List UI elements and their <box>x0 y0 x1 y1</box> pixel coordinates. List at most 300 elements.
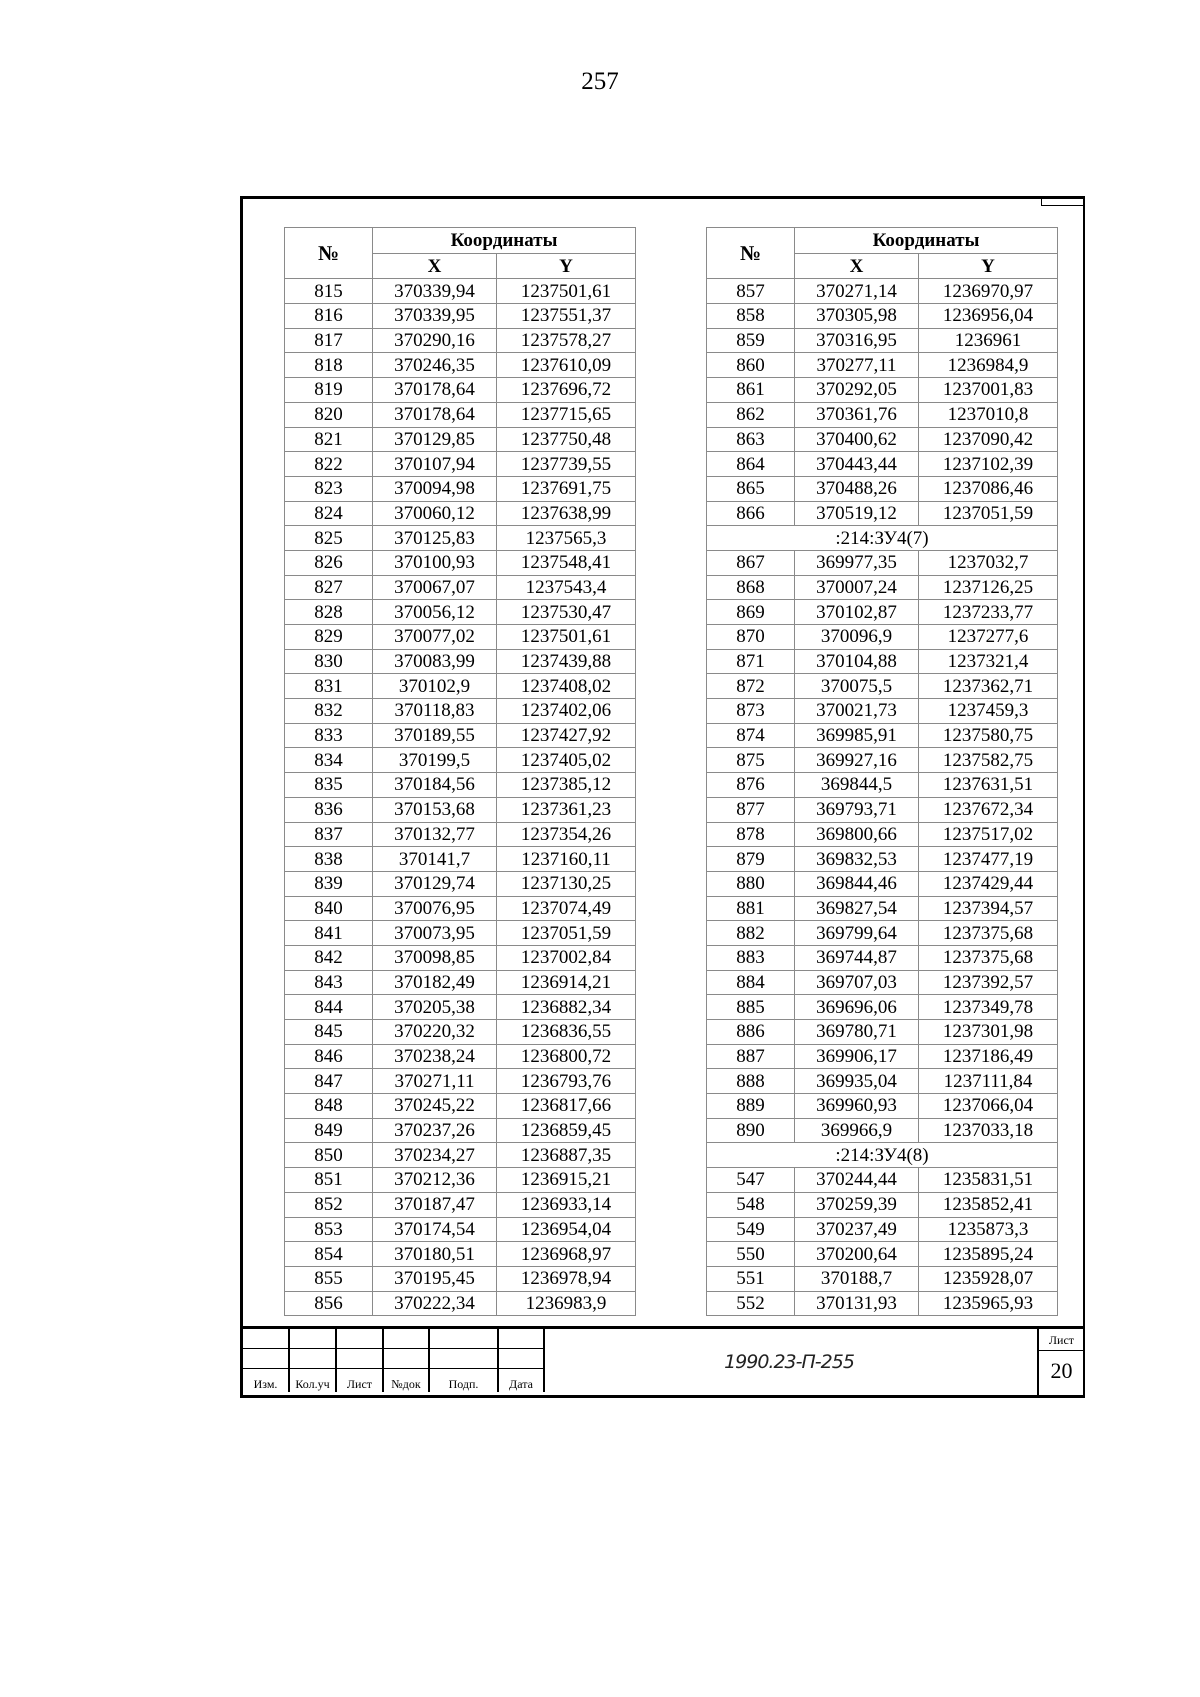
coord-x: 370234,27 <box>373 1143 497 1168</box>
coord-x: 370067,07 <box>373 575 497 600</box>
table-row <box>285 995 636 1020</box>
coord-y: 1237696,72 <box>497 378 636 403</box>
point-number: 887 <box>707 1044 795 1069</box>
table-row <box>285 378 636 403</box>
coord-y: 1237631,51 <box>919 773 1058 798</box>
point-number: 859 <box>707 328 795 353</box>
table-row <box>285 575 636 600</box>
coord-y: 1237501,61 <box>497 625 636 650</box>
coord-y: 1237090,42 <box>919 427 1058 452</box>
table-row <box>285 649 636 674</box>
coord-y: 1236933,14 <box>497 1192 636 1217</box>
table-row <box>285 279 636 304</box>
label-quantity: Кол.уч <box>289 1369 336 1393</box>
coord-y: 1237578,27 <box>497 328 636 353</box>
table-row <box>285 526 636 551</box>
coord-y: 1237130,25 <box>497 871 636 896</box>
point-number: 836 <box>285 797 373 822</box>
coord-y: 1237548,41 <box>497 550 636 575</box>
point-number: 864 <box>707 452 795 477</box>
table-row <box>285 970 636 995</box>
point-number: 822 <box>285 452 373 477</box>
coord-x: 370075,5 <box>795 674 919 699</box>
table-row <box>285 1168 636 1193</box>
coord-y: 1237691,75 <box>497 476 636 501</box>
coord-y: 1235965,93 <box>919 1291 1058 1316</box>
point-number: 889 <box>707 1094 795 1119</box>
point-number: 824 <box>285 501 373 526</box>
point-number: 825 <box>285 526 373 551</box>
table-row <box>707 871 1058 896</box>
sheet-number: 20 <box>1050 1358 1073 1383</box>
point-number: 820 <box>285 402 373 427</box>
coord-x: 370237,49 <box>795 1217 919 1242</box>
table-row <box>285 625 636 650</box>
table-row <box>707 1118 1058 1143</box>
coord-x: 369935,04 <box>795 1069 919 1094</box>
coord-x: 370125,83 <box>373 526 497 551</box>
table-row <box>285 427 636 452</box>
point-number: 817 <box>285 328 373 353</box>
table-row <box>707 550 1058 575</box>
coord-y: 1237033,18 <box>919 1118 1058 1143</box>
table-row <box>285 1020 636 1045</box>
point-number: 886 <box>707 1020 795 1045</box>
coord-x: 370339,94 <box>373 279 497 304</box>
coord-y: 1236968,97 <box>497 1242 636 1267</box>
coord-y: 1237750,48 <box>497 427 636 452</box>
coord-x: 370237,26 <box>373 1118 497 1143</box>
coord-x: 370238,24 <box>373 1044 497 1069</box>
table-row <box>707 476 1058 501</box>
coord-x: 370200,64 <box>795 1242 919 1267</box>
table-row <box>285 896 636 921</box>
table-row <box>707 575 1058 600</box>
coord-x: 370104,88 <box>795 649 919 674</box>
coord-x: 369977,35 <box>795 550 919 575</box>
table-row <box>707 1266 1058 1291</box>
coord-y: 1236956,04 <box>919 304 1058 329</box>
title-block-grid <box>243 1329 545 1392</box>
point-number: 551 <box>707 1266 795 1291</box>
table-row <box>707 649 1058 674</box>
coord-y: 1237565,3 <box>497 526 636 551</box>
title-block <box>243 1326 1084 1395</box>
coord-y: 1237066,04 <box>919 1094 1058 1119</box>
coord-y: 1237582,75 <box>919 748 1058 773</box>
coord-x: 370182,49 <box>373 970 497 995</box>
coord-y: 1237102,39 <box>919 452 1058 477</box>
point-number: 881 <box>707 896 795 921</box>
coord-y: 1237051,59 <box>919 501 1058 526</box>
table-row <box>707 600 1058 625</box>
coord-x: 370361,76 <box>795 402 919 427</box>
point-number: 857 <box>707 279 795 304</box>
header-x: X <box>795 253 919 279</box>
coord-y: 1236793,76 <box>497 1069 636 1094</box>
coord-y: 1236882,34 <box>497 995 636 1020</box>
table-row <box>707 501 1058 526</box>
coord-y: 1237002,84 <box>497 945 636 970</box>
coord-y: 1237477,19 <box>919 847 1058 872</box>
point-number: 826 <box>285 550 373 575</box>
coord-x: 370187,47 <box>373 1192 497 1217</box>
coord-y: 1237610,09 <box>497 353 636 378</box>
coord-y: 1237429,44 <box>919 871 1058 896</box>
coord-y: 1237517,02 <box>919 822 1058 847</box>
table-row <box>285 501 636 526</box>
point-number: 885 <box>707 995 795 1020</box>
coord-y: 1237439,88 <box>497 649 636 674</box>
table-row <box>707 402 1058 427</box>
point-number: 869 <box>707 600 795 625</box>
table-row <box>707 847 1058 872</box>
coord-x: 370488,26 <box>795 476 919 501</box>
coord-x: 370271,14 <box>795 279 919 304</box>
coord-x: 370060,12 <box>373 501 497 526</box>
label-change: Изм. <box>243 1369 289 1393</box>
point-number: 880 <box>707 871 795 896</box>
coord-x: 370184,56 <box>373 773 497 798</box>
coord-x: 370129,85 <box>373 427 497 452</box>
table-row <box>285 1266 636 1291</box>
coord-x: 370056,12 <box>373 600 497 625</box>
point-number: 874 <box>707 723 795 748</box>
point-number: 852 <box>285 1192 373 1217</box>
coord-x: 370107,94 <box>373 452 497 477</box>
coord-y: 1235831,51 <box>919 1168 1058 1193</box>
table-row <box>707 1044 1058 1069</box>
coord-x: 370178,64 <box>373 402 497 427</box>
coord-x: 370316,95 <box>795 328 919 353</box>
coord-x: 370205,38 <box>373 995 497 1020</box>
coord-y: 1237551,37 <box>497 304 636 329</box>
coord-x: 370073,95 <box>373 921 497 946</box>
header-coordinates: Координаты <box>373 228 636 254</box>
table-row <box>285 723 636 748</box>
table-row <box>285 1118 636 1143</box>
coord-x: 370400,62 <box>795 427 919 452</box>
coord-x: 370098,85 <box>373 945 497 970</box>
point-number: 879 <box>707 847 795 872</box>
coord-y: 1237459,3 <box>919 699 1058 724</box>
section-row <box>707 526 1058 551</box>
coord-x: 370271,11 <box>373 1069 497 1094</box>
point-number: 890 <box>707 1118 795 1143</box>
coord-y: 1237427,92 <box>497 723 636 748</box>
coord-x: 370007,24 <box>795 575 919 600</box>
coord-y: 1236817,66 <box>497 1094 636 1119</box>
document-code: 1990.23-П-255 <box>724 1351 854 1373</box>
point-number: 840 <box>285 896 373 921</box>
coord-x: 370189,55 <box>373 723 497 748</box>
coord-y: 1237392,57 <box>919 970 1058 995</box>
coord-y: 1237408,02 <box>497 674 636 699</box>
coord-x: 370220,32 <box>373 1020 497 1045</box>
table-row <box>707 797 1058 822</box>
coord-x: 370174,54 <box>373 1217 497 1242</box>
point-number: 845 <box>285 1020 373 1045</box>
coord-y: 1237530,47 <box>497 600 636 625</box>
point-number: 871 <box>707 649 795 674</box>
coord-x: 370339,95 <box>373 304 497 329</box>
point-number: 835 <box>285 773 373 798</box>
coord-y: 1237321,4 <box>919 649 1058 674</box>
point-number: 839 <box>285 871 373 896</box>
table-row <box>707 1217 1058 1242</box>
coord-y: 1237672,34 <box>919 797 1058 822</box>
table-row <box>707 723 1058 748</box>
point-number: 834 <box>285 748 373 773</box>
table-row <box>707 1020 1058 1045</box>
point-number: 851 <box>285 1168 373 1193</box>
point-number: 868 <box>707 575 795 600</box>
table-row <box>285 476 636 501</box>
coord-x: 370246,35 <box>373 353 497 378</box>
sheet-label: Лист <box>1039 1329 1084 1351</box>
table-row <box>285 921 636 946</box>
drawing-frame <box>240 196 1085 1398</box>
point-number: 883 <box>707 945 795 970</box>
point-number: 865 <box>707 476 795 501</box>
coord-y: 1237160,11 <box>497 847 636 872</box>
coord-x: 369827,54 <box>795 896 919 921</box>
coordinates-table-right <box>706 227 1058 1316</box>
sheet-box <box>1037 1329 1084 1395</box>
point-number: 828 <box>285 600 373 625</box>
point-number: 863 <box>707 427 795 452</box>
point-number: 876 <box>707 773 795 798</box>
table-row <box>707 1069 1058 1094</box>
point-number: 860 <box>707 353 795 378</box>
coord-y: 1236836,55 <box>497 1020 636 1045</box>
coord-x: 369707,03 <box>795 970 919 995</box>
coord-y: 1237277,6 <box>919 625 1058 650</box>
coord-y: 1237402,06 <box>497 699 636 724</box>
coord-y: 1236983,9 <box>497 1291 636 1316</box>
point-number: 838 <box>285 847 373 872</box>
point-number: 867 <box>707 550 795 575</box>
table-row <box>707 896 1058 921</box>
coord-x: 370021,73 <box>795 699 919 724</box>
point-number: 854 <box>285 1242 373 1267</box>
table-row <box>707 1192 1058 1217</box>
table-row <box>285 600 636 625</box>
coord-y: 1235852,41 <box>919 1192 1058 1217</box>
coord-y: 1237394,57 <box>919 896 1058 921</box>
table-row <box>707 945 1058 970</box>
table-row <box>707 995 1058 1020</box>
point-number: 847 <box>285 1069 373 1094</box>
coord-y: 1235895,24 <box>919 1242 1058 1267</box>
coord-x: 370443,44 <box>795 452 919 477</box>
coord-y: 1237111,84 <box>919 1069 1058 1094</box>
table-row <box>285 773 636 798</box>
table-row <box>285 1217 636 1242</box>
coord-y: 1237032,7 <box>919 550 1058 575</box>
coord-y: 1237001,83 <box>919 378 1058 403</box>
table-row <box>285 304 636 329</box>
coord-y: 1237126,25 <box>919 575 1058 600</box>
table-row <box>285 797 636 822</box>
coord-x: 370245,22 <box>373 1094 497 1119</box>
coord-x: 370131,93 <box>795 1291 919 1316</box>
point-number: 837 <box>285 822 373 847</box>
point-number: 875 <box>707 748 795 773</box>
point-number: 829 <box>285 625 373 650</box>
table-row <box>285 402 636 427</box>
table-row <box>707 1242 1058 1267</box>
coord-y: 1236961 <box>919 328 1058 353</box>
coord-x: 370199,5 <box>373 748 497 773</box>
table-row <box>707 970 1058 995</box>
point-number: 884 <box>707 970 795 995</box>
coord-y: 1237186,49 <box>919 1044 1058 1069</box>
coord-x: 370129,74 <box>373 871 497 896</box>
coord-x: 369906,17 <box>795 1044 919 1069</box>
coord-x: 370195,45 <box>373 1266 497 1291</box>
table-row <box>707 1291 1058 1316</box>
point-number: 833 <box>285 723 373 748</box>
label-doc-number: №док <box>383 1369 429 1393</box>
point-number: 831 <box>285 674 373 699</box>
table-row <box>285 1192 636 1217</box>
table-row <box>707 921 1058 946</box>
coord-y: 1237349,78 <box>919 995 1058 1020</box>
coord-y: 1237375,68 <box>919 945 1058 970</box>
point-number: 549 <box>707 1217 795 1242</box>
coord-y: 1235873,3 <box>919 1217 1058 1242</box>
coord-y: 1236915,21 <box>497 1168 636 1193</box>
coord-x: 370083,99 <box>373 649 497 674</box>
table-row <box>285 1291 636 1316</box>
table-row <box>285 1069 636 1094</box>
table-row <box>707 378 1058 403</box>
table-row <box>285 1242 636 1267</box>
point-number: 818 <box>285 353 373 378</box>
point-number: 856 <box>285 1291 373 1316</box>
header-number: № <box>707 228 795 279</box>
table-row <box>285 328 636 353</box>
table-row <box>707 625 1058 650</box>
coord-x: 370222,34 <box>373 1291 497 1316</box>
table-row <box>285 748 636 773</box>
table-row <box>707 699 1058 724</box>
coord-y: 1237354,26 <box>497 822 636 847</box>
coord-x: 369960,93 <box>795 1094 919 1119</box>
point-number: 873 <box>707 699 795 724</box>
point-number: 877 <box>707 797 795 822</box>
coord-y: 1237361,23 <box>497 797 636 822</box>
point-number: 844 <box>285 995 373 1020</box>
coord-x: 370077,02 <box>373 625 497 650</box>
point-number: 843 <box>285 970 373 995</box>
table-row <box>285 871 636 896</box>
coord-y: 1237405,02 <box>497 748 636 773</box>
coord-y: 1237715,65 <box>497 402 636 427</box>
point-number: 853 <box>285 1217 373 1242</box>
coord-x: 370102,9 <box>373 674 497 699</box>
coord-x: 370100,93 <box>373 550 497 575</box>
table-row <box>707 1094 1058 1119</box>
coord-y: 1237301,98 <box>919 1020 1058 1045</box>
header-y: Y <box>497 253 636 279</box>
table-row <box>707 427 1058 452</box>
table-row <box>707 304 1058 329</box>
coord-y: 1236978,94 <box>497 1266 636 1291</box>
point-number: 862 <box>707 402 795 427</box>
header-x: X <box>373 253 497 279</box>
coord-y: 1237074,49 <box>497 896 636 921</box>
coord-x: 370290,16 <box>373 328 497 353</box>
coord-x: 369927,16 <box>795 748 919 773</box>
label-signature: Подп. <box>429 1369 498 1393</box>
point-number: 547 <box>707 1168 795 1193</box>
point-number: 842 <box>285 945 373 970</box>
coord-y: 1237010,8 <box>919 402 1058 427</box>
coord-x: 370153,68 <box>373 797 497 822</box>
coord-y: 1236914,21 <box>497 970 636 995</box>
table-row <box>285 847 636 872</box>
coord-x: 370188,7 <box>795 1266 919 1291</box>
point-number: 815 <box>285 279 373 304</box>
coord-x: 370102,87 <box>795 600 919 625</box>
section-label: :214:ЗУ4(8) <box>707 1143 1058 1168</box>
section-row <box>707 1143 1058 1168</box>
header-coordinates: Координаты <box>795 228 1058 254</box>
page-number: 257 <box>581 68 619 95</box>
table-row <box>285 1094 636 1119</box>
point-number: 861 <box>707 378 795 403</box>
coord-y: 1237739,55 <box>497 452 636 477</box>
table-row <box>285 674 636 699</box>
table-row <box>285 945 636 970</box>
coord-x: 370212,36 <box>373 1168 497 1193</box>
coord-x: 369793,71 <box>795 797 919 822</box>
table-row <box>707 674 1058 699</box>
point-number: 821 <box>285 427 373 452</box>
coord-y: 1237362,71 <box>919 674 1058 699</box>
coord-x: 369780,71 <box>795 1020 919 1045</box>
coord-x: 369799,64 <box>795 921 919 946</box>
header-number: № <box>285 228 373 279</box>
coord-x: 369744,87 <box>795 945 919 970</box>
label-sheet: Лист <box>336 1369 383 1393</box>
coord-x: 369800,66 <box>795 822 919 847</box>
point-number: 832 <box>285 699 373 724</box>
table-row <box>285 1044 636 1069</box>
coord-y: 1237638,99 <box>497 501 636 526</box>
point-number: 888 <box>707 1069 795 1094</box>
coord-x: 370132,77 <box>373 822 497 847</box>
table-row <box>285 452 636 477</box>
coord-y: 1236954,04 <box>497 1217 636 1242</box>
table-row <box>707 452 1058 477</box>
coord-x: 369696,06 <box>795 995 919 1020</box>
coord-y: 1237375,68 <box>919 921 1058 946</box>
point-number: 870 <box>707 625 795 650</box>
coord-x: 369844,5 <box>795 773 919 798</box>
coord-x: 369844,46 <box>795 871 919 896</box>
coord-x: 370094,98 <box>373 476 497 501</box>
coord-y: 1237233,77 <box>919 600 1058 625</box>
point-number: 827 <box>285 575 373 600</box>
coord-y: 1236859,45 <box>497 1118 636 1143</box>
header-y: Y <box>919 253 1058 279</box>
table-row <box>285 1143 636 1168</box>
point-number: 819 <box>285 378 373 403</box>
point-number: 550 <box>707 1242 795 1267</box>
